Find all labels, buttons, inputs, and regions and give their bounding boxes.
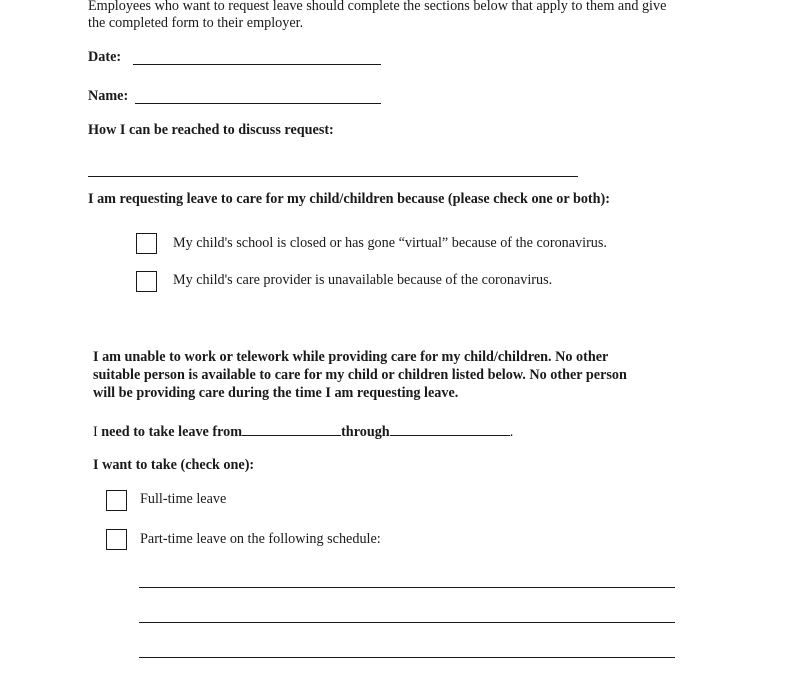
date-label: Date:: [88, 49, 122, 65]
full-time-label: Full-time leave: [140, 491, 227, 507]
part-time-label: Part-time leave on the following schedule:: [140, 531, 381, 547]
leave-dates-line: [93, 421, 513, 441]
leave-dates-suffix: .: [509, 424, 514, 440]
contact-field[interactable]: [88, 176, 578, 177]
leave-dates-prefix: need to take leave from: [97, 424, 243, 440]
schedule-line-1[interactable]: [139, 587, 675, 588]
statement-line-1: I am unable to work or telework while providing care for my child/children. No other: [93, 349, 609, 365]
leave-dates-through: through: [341, 424, 390, 440]
name-label: Name:: [88, 88, 129, 104]
date-field[interactable]: [133, 64, 381, 65]
name-field[interactable]: [135, 103, 381, 104]
school-closed-label: My child's school is closed or has gone “virtual” because of the coronavirus.: [173, 235, 607, 251]
intro-line-2: the completed form to their employer.: [88, 15, 304, 31]
part-time-checkbox[interactable]: [106, 529, 127, 550]
care-provider-checkbox[interactable]: [136, 271, 157, 292]
schedule-line-2[interactable]: [139, 622, 675, 623]
care-provider-label: My child's care provider is unavailable because of the coronavirus.: [173, 272, 553, 288]
full-time-checkbox[interactable]: [106, 490, 127, 511]
contact-label: How I can be reached to discuss request:: [88, 122, 334, 138]
school-closed-checkbox[interactable]: [136, 233, 157, 254]
leave-from-field[interactable]: [242, 421, 341, 436]
leave-dates-prefix-plain: I: [93, 424, 98, 440]
leave-through-field[interactable]: [390, 421, 510, 436]
statement-line-3: will be providing care during the time I am requesting leave.: [93, 385, 459, 401]
leave-type-heading: I want to take (check one):: [93, 457, 255, 473]
schedule-line-3[interactable]: [139, 657, 675, 658]
intro-line-1: Employees who want to request leave should complete the sections below that apply to them and give: [88, 0, 667, 14]
statement-line-2: suitable person is available to care for my child or children listed below. No other person: [93, 367, 627, 383]
reason-heading: I am requesting leave to care for my child/children because (please check one or both):: [88, 191, 610, 207]
